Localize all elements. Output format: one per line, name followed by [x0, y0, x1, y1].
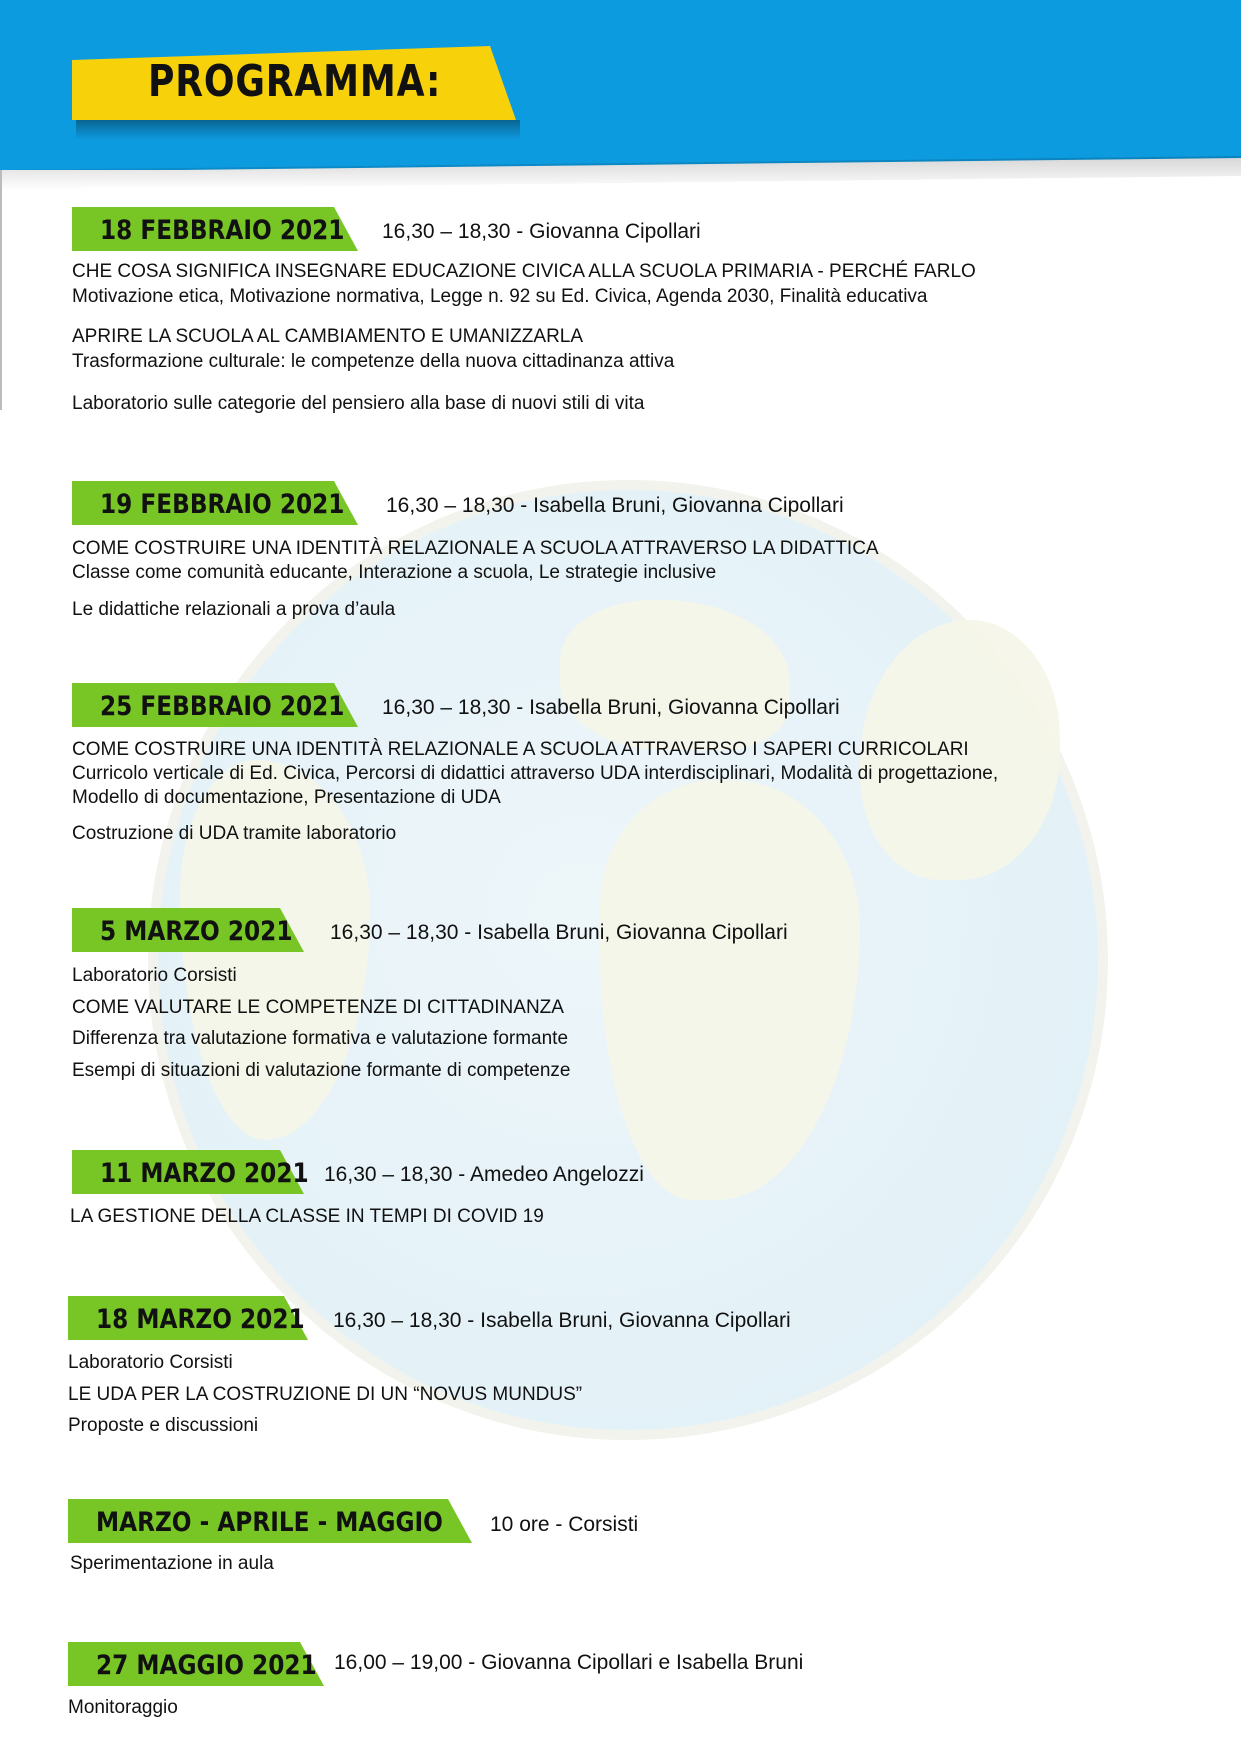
session-line: Trasformazione culturale: le competenze della nuova cittadinanza attiva — [72, 351, 675, 372]
session-line: Modello di documentazione, Presentazione di UDA — [72, 787, 501, 808]
session-info: 10 ore - Corsisti — [490, 1513, 639, 1536]
session-line: Proposte e discussioni — [68, 1415, 259, 1436]
title-banner-shadow — [76, 120, 520, 140]
session-line: CHE COSA SIGNIFICA INSEGNARE EDUCAZIONE CIVICA ALLA SCUOLA PRIMARIA - PERCHÉ FARLO — [72, 261, 976, 282]
session-line: LA GESTIONE DELLA CLASSE IN TEMPI DI COVID 19 — [70, 1206, 544, 1227]
session-line: APRIRE LA SCUOLA AL CAMBIAMENTO E UMANIZZARLA — [72, 326, 584, 347]
session-line: Laboratorio sulle categorie del pensiero alla base di nuovi stili di vita — [72, 393, 645, 414]
session-line: COME COSTRUIRE UNA IDENTITÀ RELAZIONALE A SCUOLA ATTRAVERSO LA DIDATTICA — [72, 538, 879, 559]
session-line: Laboratorio Corsisti — [72, 965, 237, 986]
session-date: 25 FEBBRAIO 2021 — [100, 691, 345, 722]
page-title: PROGRAMMA: — [148, 56, 442, 107]
session-line: Sperimentazione in aula — [70, 1553, 274, 1574]
session-date: 11 MARZO 2021 — [100, 1158, 309, 1189]
session-info: 16,30 – 18,30 - Isabella Bruni, Giovanna Cipollari — [333, 1309, 791, 1332]
session-line: Classe come comunità educante, Interazione a scuola, Le strategie inclusive — [72, 562, 717, 583]
session-info: 16,30 – 18,30 - Isabella Bruni, Giovanna Cipollari — [330, 921, 788, 944]
session-line: Esempi di situazioni di valutazione formante di competenze — [72, 1060, 571, 1081]
session-date: 27 MAGGIO 2021 — [96, 1650, 317, 1681]
session-date: 18 MARZO 2021 — [96, 1304, 305, 1335]
session-info: 16,00 – 19,00 - Giovanna Cipollari e Isabella Bruni — [334, 1651, 804, 1674]
session-line: Costruzione di UDA tramite laboratorio — [72, 823, 397, 844]
session-line: Differenza tra valutazione formativa e valutazione formante — [72, 1028, 569, 1049]
session-info: 16,30 – 18,30 - Amedeo Angelozzi — [324, 1163, 644, 1186]
left-rule — [0, 170, 2, 410]
session-date: 18 FEBBRAIO 2021 — [100, 215, 345, 246]
session-line: Laboratorio Corsisti — [68, 1352, 233, 1373]
session-info: 16,30 – 18,30 - Isabella Bruni, Giovanna Cipollari — [382, 696, 840, 719]
session-line: Le didattiche relazionali a prova d’aula — [72, 599, 396, 620]
session-info: 16,30 – 18,30 - Giovanna Cipollari — [382, 220, 701, 243]
session-line: Motivazione etica, Motivazione normativa, Legge n. 92 su Ed. Civica, Agenda 2030, Finalità educativa — [72, 286, 928, 307]
session-info: 16,30 – 18,30 - Isabella Bruni, Giovanna Cipollari — [386, 494, 844, 517]
session-line: LE UDA PER LA COSTRUZIONE DI UN “NOVUS MUNDUS” — [68, 1384, 583, 1405]
session-line: Monitoraggio — [68, 1697, 178, 1718]
session-line: COME VALUTARE LE COMPETENZE DI CITTADINANZA — [72, 997, 564, 1018]
session-line: COME COSTRUIRE UNA IDENTITÀ RELAZIONALE A SCUOLA ATTRAVERSO I SAPERI CURRICOLARI — [72, 739, 969, 760]
session-date: 5 MARZO 2021 — [100, 916, 293, 947]
session-date: 19 FEBBRAIO 2021 — [100, 489, 345, 520]
session-date: MARZO - APRILE - MAGGIO — [96, 1507, 443, 1538]
session-line: Curricolo verticale di Ed. Civica, Percorsi di didattici attraverso UDA interdisciplinari, Modalità di progettazione, — [72, 763, 999, 784]
